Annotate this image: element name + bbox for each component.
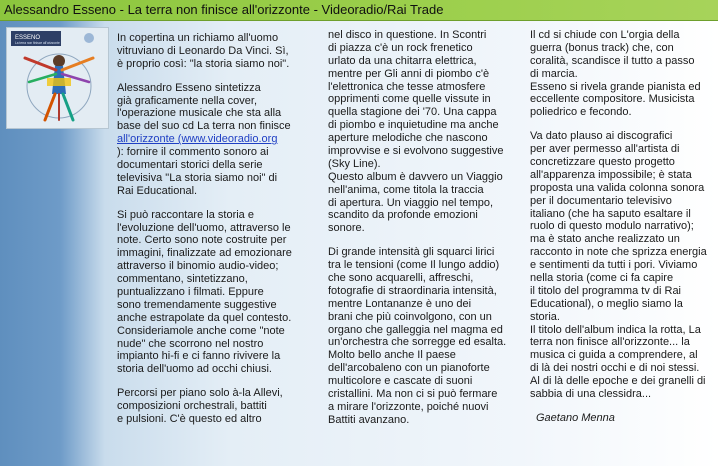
text-line: a mirare l'orizzonte, poiché nuovi [328,400,489,413]
text-line: musica ci guida a comprendere, al [530,349,698,362]
paragraph-gap [117,376,292,387]
text-line: mentre per Gli anni di piombo c'è [328,67,490,80]
text-line: mentre Lontananze è uno dei [328,297,472,310]
article-column-3 [530,29,707,425]
text-line: sono tremendamente suggestive [117,298,277,311]
text-line: fotografie di straordinaria intensità, [328,284,497,297]
text-line: brani che più coinvolgono, con un [328,310,492,323]
text-line: storia. [530,310,560,323]
text-line: e pulsioni. C'è questo ed altro [117,413,262,426]
text-line: televisiva "La storia siamo noi" di [117,171,278,184]
text-line: Molto bello anche Il paese [328,349,456,362]
text-line: (Sky Line). [328,157,381,170]
text-line: documentari storici della serie [117,159,263,172]
text-line: anche estrapolate da quel contesto. [117,311,292,324]
text-line: terra non finisce all'orizzonte... la [530,336,690,349]
text-line: Il titolo dell'album indica la rotta, La [530,323,701,336]
text-line: Educational), o meglio siamo la [530,297,683,310]
text-line: Alessandro Esseno sintetizza [117,81,261,94]
article-title: Alessandro Esseno - La terra non finisce all'orizzonte - Videoradio/Rai Trade [4,2,444,17]
text-line: l'elettronica che tesse atmosfere [328,80,486,93]
text-line: dell'arcobaleno con un pianoforte [328,362,490,375]
text-line: storia dell'uomo ad occhi chiusi. [117,363,272,376]
paragraph-gap [328,235,506,246]
text-line: Rai Educational. [117,184,198,197]
text-line: Esseno si rivela grande pianista ed [530,80,701,93]
text-line: ma è stato anche realizzato un [530,233,680,246]
text-line: multicolore e cascate di suoni [328,375,473,388]
cover-logo-text: ESSENO [15,35,41,41]
paragraph-gap [530,401,707,412]
text-line: composizioni orchestrali, battiti [117,400,267,413]
text-line: nel disco in questione. In Scontri [328,29,487,41]
text-line: proposta una valida colonna sonora [530,181,705,194]
text-line: cristallini. Ma non ci si può fermare [328,388,498,401]
text-line: impianto hi-fi e ci fanno rivivere la [117,350,281,363]
text-line: ruolo di questo modulo narrativo); [530,220,694,233]
text-line: ): fornire il commento sonoro ai [117,146,269,159]
text-line: racconto in note che sprizza energia [530,246,707,259]
text-line: Il cd si chiude con L'orgia della [530,29,680,41]
text-line: per il documentario televisivo [530,194,672,207]
text-line: base del suo cd La terra non finisce [117,120,291,133]
text-line: organo che galleggia nel magma ed [328,323,503,336]
videoradio-link[interactable]: all'orizzonte (www.videoradio.org [117,133,278,146]
text-line: scandito da profonde emozioni [328,209,478,222]
text-line: In copertina un richiamo all'uomo [117,32,279,44]
text-line: all'apparenza impossibile; è stata [530,168,692,181]
paragraph-gap [530,119,707,130]
article-column-2 [328,29,506,427]
text-line: l'operazione musicale che sta alla [117,107,282,120]
text-line: commentano, sintetizzano, [117,273,248,286]
text-line: un'orchestra che sorregge ed esalta. [328,336,507,349]
text-line: concretizzare questo progetto [530,156,675,169]
text-line: Questo album è davvero un Viaggio [328,170,503,183]
text-line: attraverso il binomio audio-video; [117,260,279,273]
text-line: Va dato plauso ai discografici [530,130,673,143]
text-line: eccellente compositore. Musicista [530,93,695,106]
text-line: opprimenti come quelle vissute in [328,93,491,106]
text-line: Al di là delle epoche e dei granelli di [530,375,706,388]
text-line: urlato da una chitarra elettrica, [328,54,477,67]
paragraph-gap [117,198,292,209]
text-line: puntualizzano i filmati. Eppure [117,286,264,299]
text-line: poliedrico e fecondo. [530,106,632,119]
text-line: note. Certo sono note costruite per [117,234,287,247]
text-line: Di grande intensità gli squarci lirici [328,246,495,259]
text-line: sabbia di una clessidra... [530,388,652,401]
text-line: il titolo del programma tv di Rai [530,284,682,297]
text-line: di marcia. [530,67,578,80]
text-line: di piombo e inquietudine ma anche [328,119,499,132]
text-line: nude" che scorrono nel nostro [117,337,264,350]
text-line: Si può raccontare la storia e [117,208,254,221]
vitruvian-figure-illustration [7,28,108,128]
text-line: Consideriamole anche come "note [117,324,285,337]
text-line: Battiti avanzano. [328,413,410,426]
text-line: nell'anima, come titola la traccia [328,183,484,196]
cover-subtitle-text: La terra non finisce all'orizzonte [15,41,60,45]
text-line: nella storia (come ci fa capire [530,272,674,285]
text-line: coralità, scandisce il tutto a passo [530,54,695,67]
text-line: per aver permesso all'artista di [530,143,680,156]
text-line: tra le tensioni (come Il lungo addio) [328,259,500,272]
article-column-1 [117,32,292,426]
text-line: guerra (bonus track) che, con [530,41,674,54]
text-line: Percorsi per piano solo à-la Allevi, [117,387,283,400]
text-line: sonore. [328,222,365,235]
article-title-bar [0,0,718,21]
text-line: è proprio così: "la storia siamo noi". [117,57,290,70]
paragraph-gap [117,71,292,82]
text-line: di piazza c'è un rock frenetico [328,41,473,54]
text-line: di apertura. Un viaggio nel tempo, [328,196,494,209]
text-line: e sentimenti da tutti i pori. Viviamo [530,259,698,272]
text-line: italiano (che ha saputo esaltare il [530,207,691,220]
text-line: improvvise e si evolvono suggestive [328,145,504,158]
text-line: quella stagione dei '70. Una cappa [328,106,497,119]
text-line: l'evoluzione dell'uomo, attraverso le [117,221,291,234]
text-line: di là dei nostri occhi e di noi stessi. [530,362,700,375]
text-line: aperture melodiche che nascono [328,132,488,145]
text-line: che sono acquarelli, affreschi, [328,272,474,285]
album-cover-image [6,27,109,129]
text-line: immagini, finalizzate ad emozionare [117,247,292,260]
author-signature: Gaetano Menna [536,411,615,424]
text-line: già graficamente nella cover, [117,94,258,107]
text-line: vitruviano di Leonardo Da Vinci. Sì, [117,44,289,57]
